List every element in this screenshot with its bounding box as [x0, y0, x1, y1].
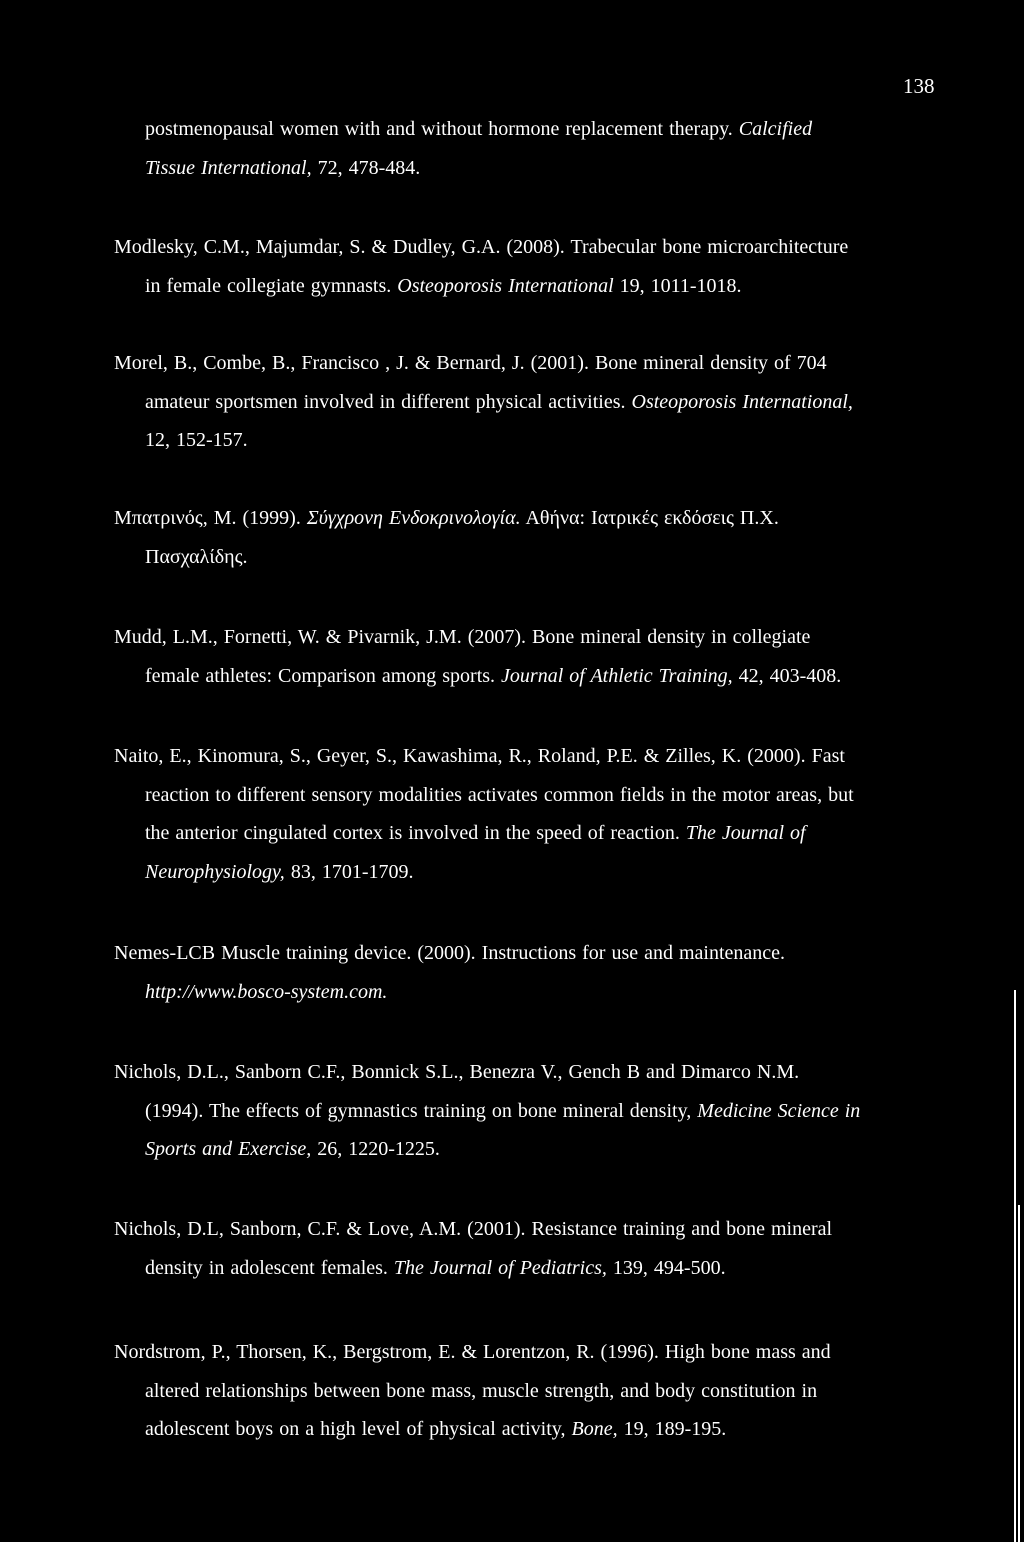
page-number: 138 [903, 74, 935, 98]
reference-line: Tissue International, 72, 478-484. [145, 156, 421, 179]
reference-line: Sports and Exercise, 26, 1220-1225. [145, 1138, 440, 1160]
reference-line: postmenopausal women with and without hormone replacement therapy. Calcified [145, 118, 813, 140]
reference-line: Nichols, D.L, Sanborn, C.F. & Love, A.M. (2001). Resistance training and bone mineral [114, 1218, 833, 1240]
reference-line: Neurophysiology, 83, 1701-1709. [145, 860, 414, 883]
reference-line: Morel, B., Combe, B., Francisco , J. & Bernard, J. (2001). Bone mineral density of 704 [114, 352, 827, 374]
reference-line: Nemes-LCB Muscle training device. (2000). Instructions for use and maintenance. [114, 942, 786, 964]
reference-line: adolescent boys on a high level of physical activity, Bone, 19, 189-195. [145, 1418, 727, 1440]
reference-line: female athletes: Comparison among sports. Journal of Athletic Training, 42, 403-408. [145, 664, 842, 687]
reference-line: Modlesky, C.M., Majumdar, S. & Dudley, G.A. (2008). Trabecular bone microarchitecture [114, 236, 849, 258]
reference-entry [145, 110, 950, 187]
reference-line: Nichols, D.L., Sanborn C.F., Bonnick S.L., Benezra V., Gench B and Dimarco N.M. [114, 1061, 800, 1083]
scan-edge-line [1018, 1205, 1020, 1542]
reference-line: Naito, E., Kinomura, S., Geyer, S., Kawashima, R., Roland, P.E. & Zilles, K. (2000). Fast [114, 745, 845, 767]
reference-line: 12, 152-157. [145, 429, 248, 451]
reference-line: (1994). The effects of gymnastics training on bone mineral density, Medicine Science in [145, 1099, 861, 1122]
reference-entry [114, 934, 950, 1011]
reference-line: Μπατρινός, Μ. (1999). Σύγχρονη Ενδοκρινολογία. Αθήνα: Ιατρικές εκδόσεις Π.Χ. [114, 507, 779, 529]
reference-entry [114, 499, 950, 576]
reference-entry [114, 344, 950, 460]
reference-line: the anterior cingulated cortex is involved in the speed of reaction. The Journal of [145, 822, 806, 844]
reference-line: in female collegiate gymnasts. Osteoporosis International 19, 1011-1018. [145, 274, 742, 297]
reference-entry [114, 737, 950, 891]
reference-line: reaction to different sensory modalities activates common fields in the motor areas, but [145, 783, 854, 806]
reference-line: density in adolescent females. The Journal of Pediatrics, 139, 494-500. [145, 1256, 726, 1279]
reference-entry [114, 1210, 950, 1287]
reference-entry [114, 228, 950, 305]
reference-line: amateur sportsmen involved in different physical activities. Osteoporosis International, [145, 390, 853, 413]
reference-entry [114, 618, 950, 695]
reference-link[interactable]: http://www.bosco-system.com. [145, 980, 388, 1003]
reference-line: Mudd, L.M., Fornetti, W. & Pivarnik, J.M. (2007). Bone mineral density in collegiate [114, 626, 811, 648]
reference-entry [114, 1053, 950, 1169]
scan-edge-line [1014, 990, 1016, 1542]
reference-entry [114, 1333, 950, 1449]
reference-line: altered relationships between bone mass, muscle strength, and body constitution in [145, 1379, 818, 1402]
reference-line: Πασχαλίδης. [145, 545, 248, 568]
reference-line: Nordstrom, P., Thorsen, K., Bergstrom, E. & Lorentzon, R. (1996). High bone mass and [114, 1341, 831, 1363]
